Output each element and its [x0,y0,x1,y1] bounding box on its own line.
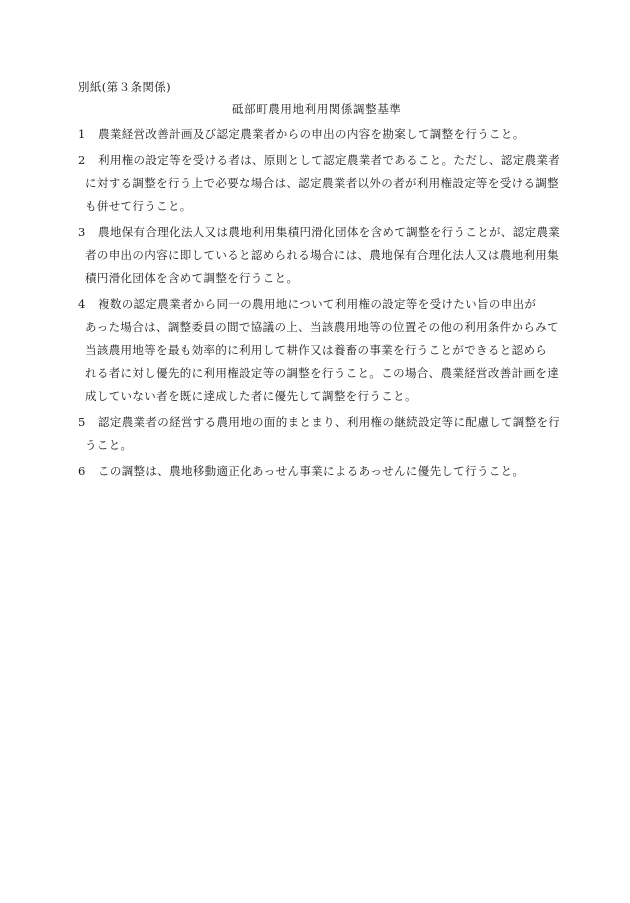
list-item [78,221,561,290]
item-text-line: 複数の認定農業者から同一の農用地について利用権の設定等を受けたい旨の申出が [98,297,537,311]
item-text-line: あった場合は、調整委員の間で協議の上、当該農用地等の位置その他の利用条件からみて [85,320,559,334]
list-item [78,411,561,457]
item-text-line: 農地保有合理化法人又は農地利用集積円滑化団体を含めて調整を行うことが、認定農業 [98,225,561,239]
item-text-line: 利用権の設定等を受ける者は、原則として認定農業者であること。ただし、認定農業者 [98,153,561,167]
item-text-line: 農業経営改善計画及び認定農業者からの申出の内容を勘案して調整を行うこと。 [98,127,525,141]
item-text-line: 者の申出の内容に即していると認められる場合には、農地保有合理化法人又は農地利用集 [85,248,559,262]
item-text-line: に対する調整を行う上で必要な場合は、認定農業者以外の者が利用権設定等を受ける調整 [85,176,559,190]
item-number: 1 [78,127,86,141]
item-text-line: うこと。 [85,438,133,452]
document-title: 砥部町農用地利用関係調整基準 [232,102,402,116]
item-number: 4 [78,297,86,311]
item-text-line: この調整は、農地移動適正化あっせん事業によるあっせんに優先して行うこと。 [98,464,525,478]
item-list [78,123,561,486]
list-item [78,293,558,408]
list-item [78,149,561,218]
item-text-line: 成していない者を既に達成した者に優先して調整を行うこと。 [85,389,417,403]
list-item [78,123,558,146]
item-number: 5 [78,415,86,429]
item-text-line: も併せて行うこと。 [85,199,192,213]
attachment-label: 別紙(第３条関係) [78,80,172,94]
item-text-line: 認定農業者の経営する農用地の面的まとまり、利用権の継続設定等に配慮して調整を行 [98,415,561,429]
item-number: 6 [78,464,86,478]
item-number: 3 [78,225,86,239]
item-text-line: 積円滑化団体を含めて調整を行うこと。 [85,271,299,285]
item-text-line: 当該農用地等を最も効率的に利用して耕作又は養畜の事業を行うことができると認めら [85,343,548,357]
item-text-line: れる者に対し優先的に利用権設定等の調整を行うこと。この場合、農業経営改善計画を達 [85,366,559,380]
item-number: 2 [78,153,86,167]
list-item [78,460,558,483]
